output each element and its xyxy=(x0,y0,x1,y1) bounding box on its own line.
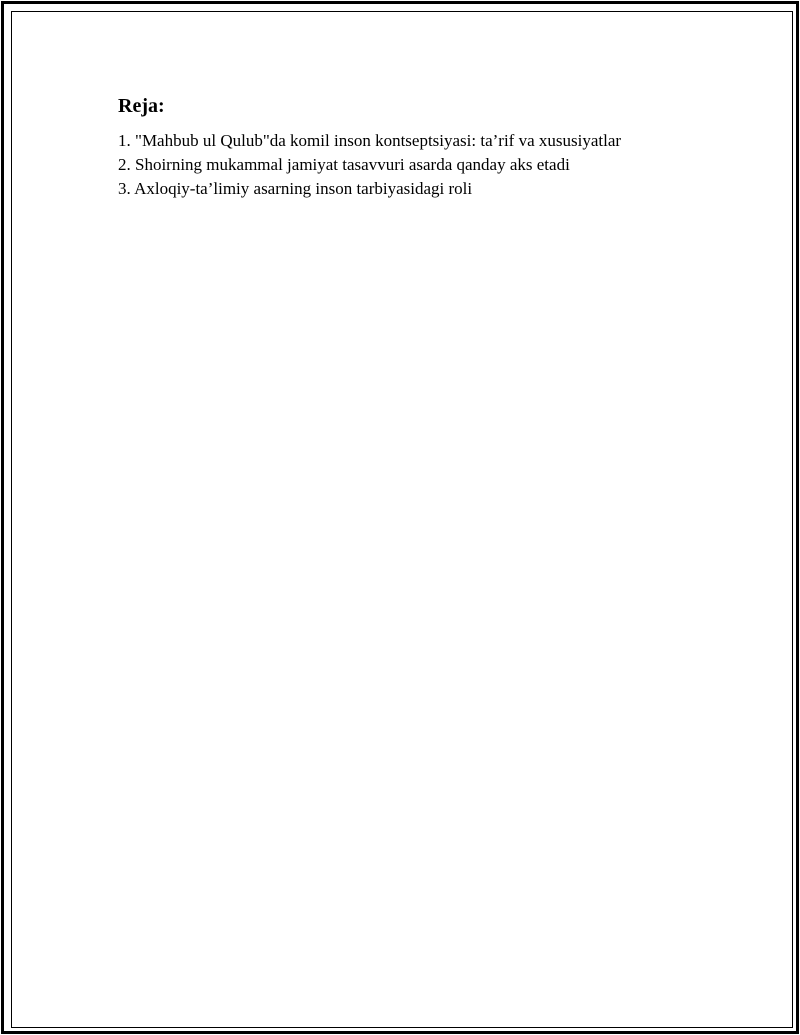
plan-list xyxy=(118,129,738,201)
plan-item-text: Shoirning mukammal jamiyat tasavvuri asarda qanday aks etadi xyxy=(135,155,570,174)
plan-item-text: "Mahbub ul Qulub"da komil inson kontseptsiyasi: ta’rif va xususiyatlar xyxy=(135,131,622,150)
document-body xyxy=(118,93,738,201)
plan-item-3 xyxy=(118,177,738,201)
plan-item-1 xyxy=(118,129,738,153)
plan-item-number: 2. xyxy=(118,155,131,174)
plan-heading: Reja: xyxy=(118,95,165,117)
plan-item-number: 3. xyxy=(118,179,131,198)
plan-item-text: Axloqiy-ta’limiy asarning inson tarbiyasidagi roli xyxy=(134,179,473,198)
plan-item-number: 1. xyxy=(118,131,131,150)
plan-item-2 xyxy=(118,153,738,177)
